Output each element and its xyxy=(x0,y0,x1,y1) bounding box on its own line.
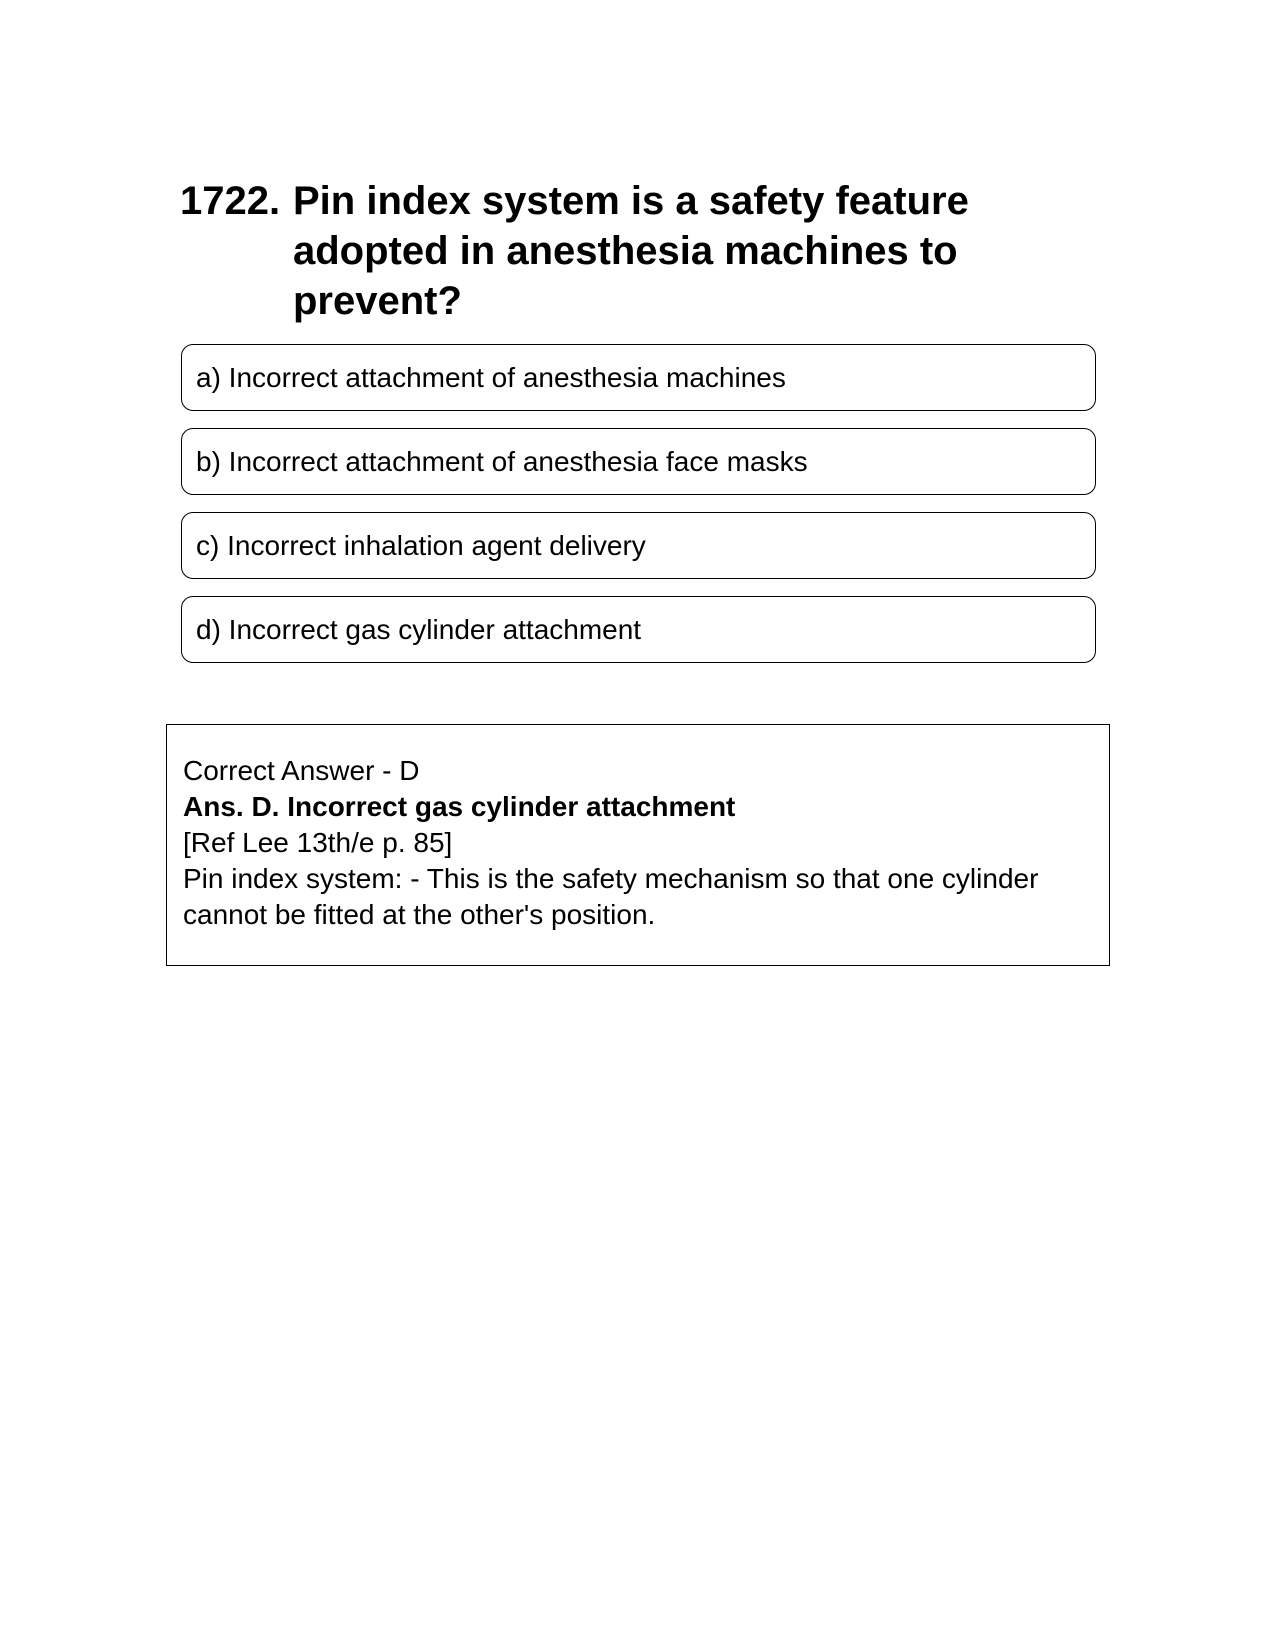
option-d[interactable] xyxy=(181,596,1096,663)
option-a-label: a) Incorrect attachment of anesthesia machines xyxy=(196,361,786,393)
option-b[interactable] xyxy=(181,428,1096,495)
question-heading xyxy=(180,176,1110,326)
answer-title: Ans. D. Incorrect gas cylinder attachment xyxy=(183,791,736,822)
question-text: Pin index system is a safety feature adopted in anesthesia machines to prevent? xyxy=(293,179,969,323)
option-c[interactable] xyxy=(181,512,1096,579)
option-c-label: c) Incorrect inhalation agent delivery xyxy=(196,529,646,561)
option-b-label: b) Incorrect attachment of anesthesia face masks xyxy=(196,445,808,477)
reference-line: [Ref Lee 13th/e p. 85] xyxy=(183,827,453,858)
answer-explanation-box xyxy=(166,724,1110,966)
correct-answer-line: Correct Answer - D xyxy=(183,755,420,786)
explanation-text: Pin index system: - This is the safety mechanism so that one cylinder cannot be fitted at the other's position. xyxy=(183,863,1039,930)
option-d-label: d) Incorrect gas cylinder attachment xyxy=(196,613,642,645)
option-a[interactable] xyxy=(181,344,1096,411)
question-number: 1722. xyxy=(180,179,281,223)
